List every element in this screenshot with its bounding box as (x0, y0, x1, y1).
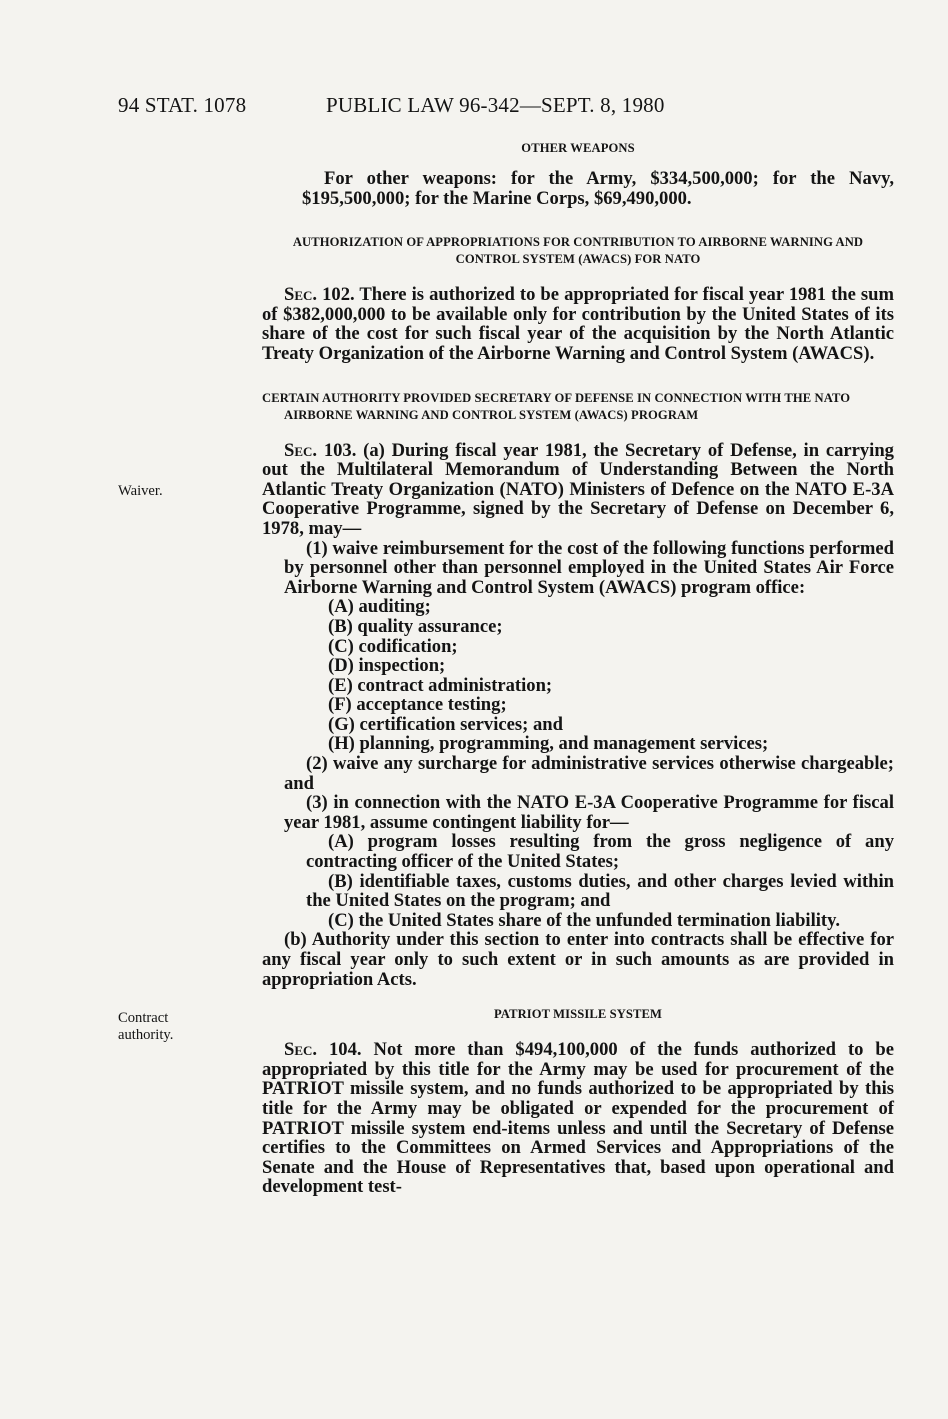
list-item-1-functions (262, 597, 894, 734)
para-sec-104 (262, 1040, 894, 1197)
list-item: (B) quality assurance; (328, 615, 503, 637)
heading-patriot-missile: PATRIOT MISSILE SYSTEM (493, 1007, 663, 1022)
para-other-weapons: For other weapons: for the Army, $334,500,000; for the Navy, $195,500,000; for the Marine Corps, $69,490,000. (302, 168, 894, 209)
para-item-3c: (C) the United States share of the unfunded termination liability. (328, 909, 841, 931)
margin-note-waiver: Waiver. (118, 483, 163, 499)
para-item-3b: (B) identifiable taxes, customs duties, and other charges levied within the United States on the program; and (306, 870, 894, 912)
list-item: (A) auditing; (328, 596, 431, 618)
sec-102-text: There is authorized to be appropriated for fiscal year 1981 the sum of $382,000,000 to be available only for contribution by the United States of its share of the cost for such fiscal year of the acquisition by the North Atlantic Treaty Organization of the Airborne Warning and Control System (AWACS). (262, 284, 894, 364)
margin-note-authority: authority. (118, 1027, 174, 1043)
body-text (262, 140, 894, 1197)
para-b-contract-authority: (b) Authority under this section to enter into contracts shall be effective for any fiscal year only to such extent or in such amounts as are provided in appropriation Acts. (262, 929, 894, 990)
sec-102-label: Sec. 102. (284, 284, 355, 306)
list-item: (D) inspection; (328, 655, 446, 677)
para-item-2: (2) waive any surcharge for administrative services otherwise chargeable; and (284, 753, 894, 794)
list-item: (G) certification services; and (328, 713, 563, 735)
list-item: (E) contract administration; (328, 674, 553, 696)
margin-note-contract-authority (118, 1010, 228, 1044)
list-item-h: (H) planning, programming, and management services; (328, 733, 769, 755)
para-sec-103 (262, 441, 894, 539)
public-law-citation: PUBLIC LAW 96-342—SEPT. 8, 1980 (326, 93, 665, 117)
statute-page-number: 94 STAT. 1078 (118, 93, 247, 117)
sec-104-label: Sec. 104. (284, 1039, 362, 1061)
para-item-3: (3) in connection with the NATO E-3A Cooperative Programme for fiscal year 1981, assume contingent liability for— (284, 792, 894, 833)
sec-103-text: (a) During fiscal year 1981, the Secretary of Defense, in carrying out the Multilateral Memorandum of Understanding Between the North Atlantic Treaty Organization (NATO) Ministers of Defence on the NATO E-3A Cooperative Programme, signed by the Secretary of Defense on December 6, 1978, may— (262, 439, 894, 539)
sec-104-text: Not more than $494,100,000 of the funds authorized to be appropriated by this title for the Army may be used for procurement of the PATRIOT missile system, and no funds authorized to be appropriated by this title for the Army may be obligated or expended for the procurement of PATRIOT missile system end-items unless and until the Secretary of Defense certifies to the Committees on Armed Services and Appropriations of the Senate and the House of Representatives that, based upon operational and development test- (262, 1039, 894, 1198)
heading-awacs-authorization: AUTHORIZATION OF APPROPRIATIONS FOR CONTRIBUTION TO AIRBORNE WARNING AND CONTROL SYSTEM (AWACS) FOR NATO (292, 235, 864, 267)
para-sec-102 (262, 285, 894, 363)
list-item: (F) acceptance testing; (328, 694, 507, 716)
margin-note-contract: Contract (118, 1010, 169, 1026)
heading-certain-authority: CERTAIN AUTHORITY PROVIDED SECRETARY OF DEFENSE IN CONNECTION WITH THE NATO AIRBORNE WARNING AND CONTROL SYSTEM (AWACS) PROGRAM (262, 390, 851, 422)
list-item: (C) codification; (328, 635, 458, 657)
para-item-3a: (A) program losses resulting from the gross negligence of any contracting officer of the United States; (306, 831, 894, 873)
para-item-1: (1) waive reimbursement for the cost of the following functions performed by personnel other than personnel employed in the United States Air Force Airborne Warning and Control System (AWACS) program office: (284, 537, 894, 598)
heading-other-weapons: OTHER WEAPONS (521, 141, 635, 155)
sec-103-label: Sec. 103. (284, 439, 357, 461)
